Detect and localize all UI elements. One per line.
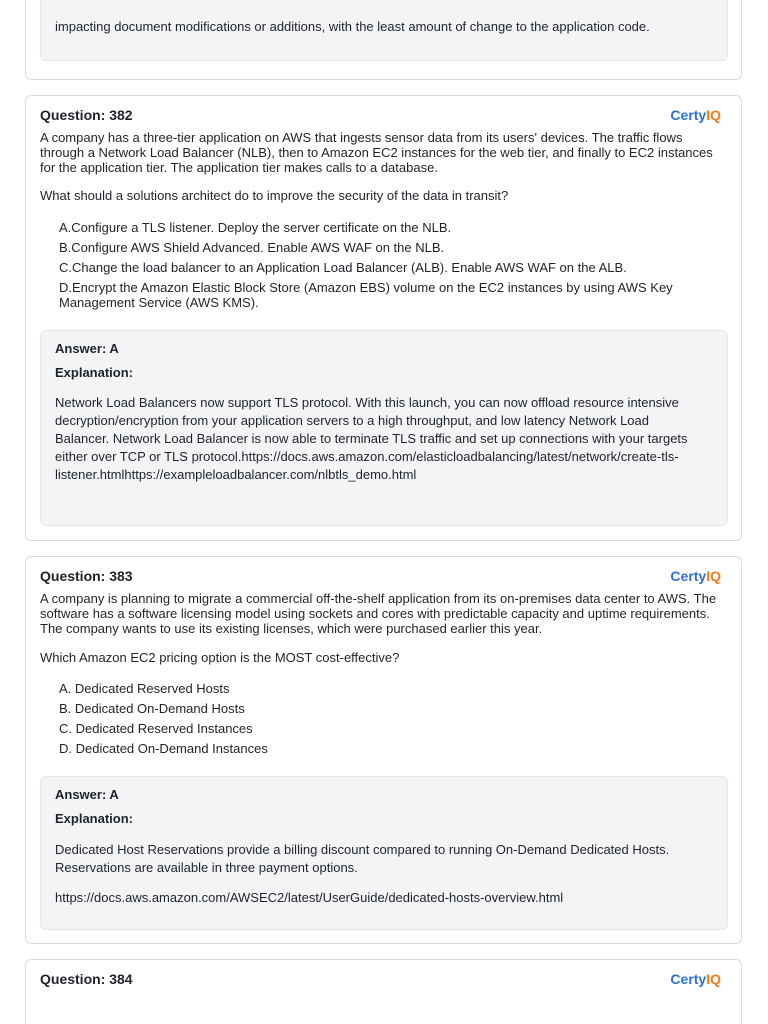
option-a: A.Configure a TLS listener. Deploy the server certificate on the NLB. bbox=[59, 220, 452, 235]
question-title: Question: 382 bbox=[40, 107, 133, 123]
question-header bbox=[40, 107, 721, 125]
option-d: D. Dedicated On-Demand Instances bbox=[59, 741, 268, 756]
option-c: C.Change the load balancer to an Application Load Balancer (ALB). Enable AWS WAF on the ALB. bbox=[59, 260, 627, 275]
option-d: D.Encrypt the Amazon Elastic Block Store (Amazon EBS) volume on the EC2 instances by using AWS Key Management Service (AWS KMS). bbox=[59, 280, 673, 310]
question-header bbox=[40, 971, 721, 989]
question-text: A company is planning to migrate a commercial off-the-shelf application from its on-premises data center to AWS. The software has a software licensing model using sockets and cores with predictable capacity and uptime requirements. The company wants to use its existing licenses, which were purchased earlier this year. bbox=[40, 591, 717, 636]
question-header bbox=[40, 568, 721, 586]
question-card-384 bbox=[25, 959, 742, 1024]
question-title: Question: 383 bbox=[40, 568, 133, 584]
answer-box bbox=[40, 330, 728, 526]
option-list bbox=[59, 678, 717, 758]
answer-box bbox=[40, 0, 728, 61]
explanation-text: impacting document modifications or additions, with the least amount of change to the application code. bbox=[55, 19, 650, 34]
question-prompt: Which Amazon EC2 pricing option is the MOST cost-effective? bbox=[40, 650, 400, 665]
question-prompt: What should a solutions architect do to improve the security of the data in transit? bbox=[40, 188, 509, 203]
option-c: C. Dedicated Reserved Instances bbox=[59, 721, 253, 736]
brand-logo: CertyIQ bbox=[670, 971, 721, 987]
question-title: Question: 384 bbox=[40, 971, 133, 987]
question-card-383 bbox=[25, 556, 742, 944]
answer-label: Answer: A bbox=[55, 787, 119, 802]
explanation-text: Network Load Balancers now support TLS protocol. With this launch, you can now offload resource intensive decryption/encryption from your application servers to a high throughput, and low latency Network Load Balancer. Network Load Balancer is now able to terminate TLS traffic and set up connections with your targets either over TCP or TLS protocol.https://docs.aws.amazon.com/elasticloadbalancing/latest/network/create-tls-listener.htmlhttps://exampleloadbalancer.com/nlbtls_demo.html bbox=[55, 395, 688, 482]
question-card-382 bbox=[25, 95, 742, 541]
answer-box bbox=[40, 776, 728, 930]
brand-logo: CertyIQ bbox=[670, 568, 721, 584]
question-card-previous bbox=[25, 0, 742, 80]
option-list bbox=[59, 217, 717, 312]
question-text: A company has a three-tier application on AWS that ingests sensor data from its users' devices. The traffic flows through a Network Load Balancer (NLB), then to Amazon EC2 instances for the web tier, and finally to EC2 instances for the application tier. The application tier makes calls to a database. bbox=[40, 130, 713, 175]
explanation-label: Explanation: bbox=[55, 365, 134, 380]
option-a: A. Dedicated Reserved Hosts bbox=[59, 681, 230, 696]
option-b: B. Dedicated On-Demand Hosts bbox=[59, 701, 245, 716]
answer-label: Answer: A bbox=[55, 341, 119, 356]
explanation-text: Dedicated Host Reservations provide a billing discount compared to running On-Demand Dedicated Hosts. Reservations are available in three payment options. bbox=[55, 842, 670, 875]
explanation-label: Explanation: bbox=[55, 811, 134, 826]
reference-link[interactable]: https://docs.aws.amazon.com/AWSEC2/latest/UserGuide/dedicated-hosts-overview.html bbox=[55, 890, 564, 905]
brand-logo: CertyIQ bbox=[670, 107, 721, 123]
option-b: B.Configure AWS Shield Advanced. Enable AWS WAF on the NLB. bbox=[59, 240, 445, 255]
